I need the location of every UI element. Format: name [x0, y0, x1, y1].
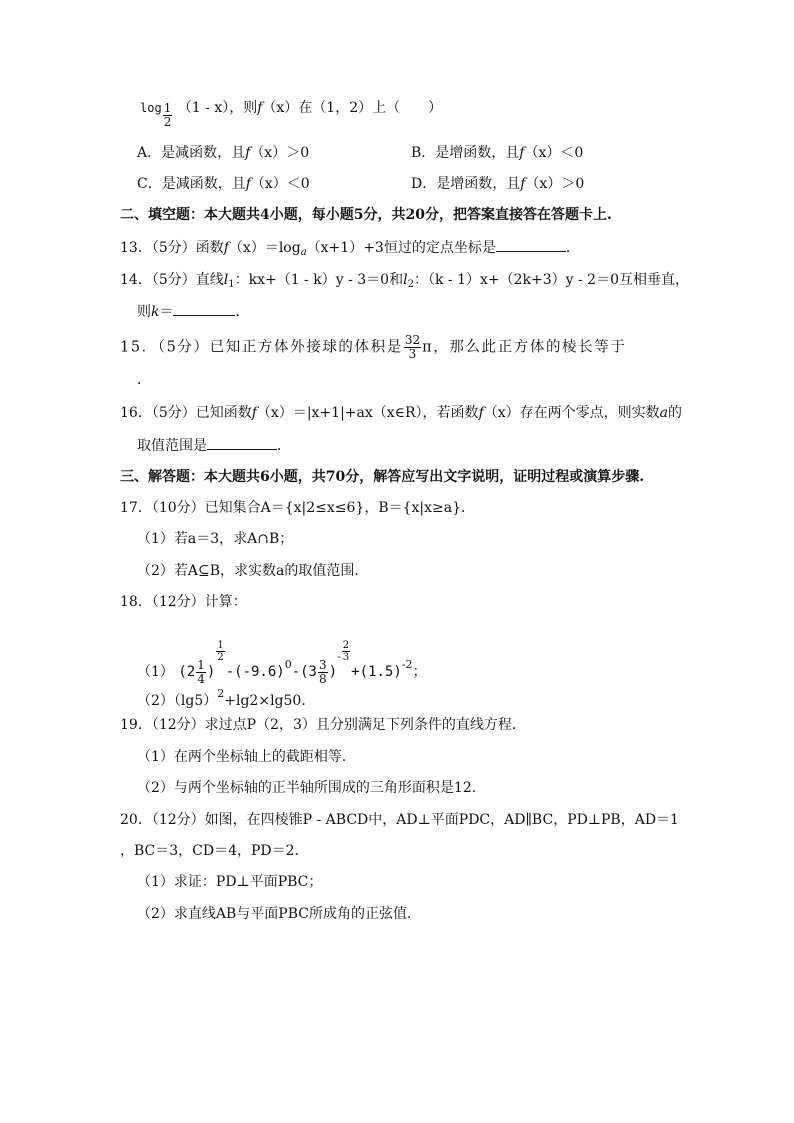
- question-19-part-1: （1）在两个坐标轴上的截距相等．: [137, 749, 356, 765]
- option-a: A．是减函数，且f（x）＞0: [137, 145, 310, 161]
- question-17-part-2: （2）若A⊆B，求实数a的取值范围．: [137, 563, 369, 579]
- section-3-header: 三、解答题：本大题共6小题，共70分，解答应写出文字说明，证明过程或演算步骤.: [120, 469, 645, 485]
- question-18: 18．（12分）计算：: [120, 594, 247, 610]
- question-20-part-2: （2）求直线AB与平面PBC所成角的正弦值．: [137, 906, 421, 922]
- question-17-part-1: （1）若a＝3，求A∩B；: [137, 531, 294, 547]
- question-13: 13．（5分）函数$f(x)=\log_a(x+1)+3$恒过的定点坐标是 ．: [120, 237, 580, 263]
- question-20-part-1: （1）求证：PD⊥平面PBC；: [137, 874, 323, 890]
- section-2-header: 二、填空题：本大题共4小题，每小题5分，共20分，把答案直接答在答题卡上.: [120, 207, 612, 223]
- question-19-part-2: （2）与两个坐标轴的正半轴所围成的三角形面积是12．: [137, 780, 486, 796]
- answer-blank: [496, 237, 566, 252]
- answer-blank: [173, 301, 235, 316]
- option-c: C．是减函数，且f（x）＜0: [137, 176, 310, 192]
- question-18-part-1: （1） (2 $\frac{1}{4}$ ) $\frac{1}{2}$ $-(-9.6)^0-(3$ $\frac{3}{8}$ )- $\frac{2}{3}$ $+(1.5)^{-2}$；: [137, 640, 427, 686]
- log-base-fraction: $\frac{1}{2}$: [163, 101, 172, 129]
- option-d: D．是增函数，且f（x）＞0: [411, 176, 585, 192]
- question-16: 16．（5分）已知函数f（x）＝|x+1|+ax（x∈R），若函数f（x）存在两个零点，则实数a的: [120, 405, 683, 421]
- question-20-line2: ，BC＝3，CD＝4，PD＝2．: [120, 843, 309, 859]
- question-19: 19．（12分）求过点P（2，3）且分别满足下列条件的直线方程．: [120, 717, 526, 733]
- question-14-line2: 则k＝ ．: [137, 301, 249, 322]
- question-15-end: ．: [137, 372, 151, 388]
- answer-blank: [207, 435, 277, 450]
- q12-tail-line: log $\frac{1}{2}$ （1 - x），则f（x）在（1，2）上（ ）: [140, 100, 443, 129]
- question-14: 14．（5分）直线$l_1$：kx+（1 - k）y - 3＝0和$l_2$：（k - 1）x+（2k+3）y - 2＝0互相垂直，: [120, 272, 689, 290]
- log-text: log: [140, 101, 162, 115]
- question-16-line2: 取值范围是 ．: [137, 435, 291, 456]
- mixed-fraction-2: $\frac{3}{8}$: [319, 657, 327, 686]
- exponent-fraction-2: $\frac{2}{3}$: [342, 640, 350, 663]
- question-20: 20．（12分）如图，在四棱锥P - ABCD中，AD⊥平面PDC，AD∥BC，PD⊥PB，AD＝1: [120, 812, 679, 828]
- mixed-fraction-1: $\frac{1}{4}$: [197, 657, 205, 686]
- question-17: 17．（10分）已知集合A＝{x|2≤x≤6}，B＝{x|x≥a}．: [120, 500, 476, 516]
- exponent-fraction-1: $\frac{1}{2}$: [217, 640, 224, 663]
- volume-fraction: $\frac{32}{3}$: [404, 333, 421, 361]
- q12-arg: （1 - x），则: [177, 100, 258, 116]
- option-b: B．是增函数，且f（x）＜0: [411, 145, 584, 161]
- question-18-part-2: $(2)(\lg 5)^2+\lg 2\times\lg 50$．: [137, 687, 316, 709]
- question-15: 15．（5分）已知正方体外接球的体积是 $\frac{32}{3}$ π，那么此正方体的棱长等于: [120, 333, 627, 361]
